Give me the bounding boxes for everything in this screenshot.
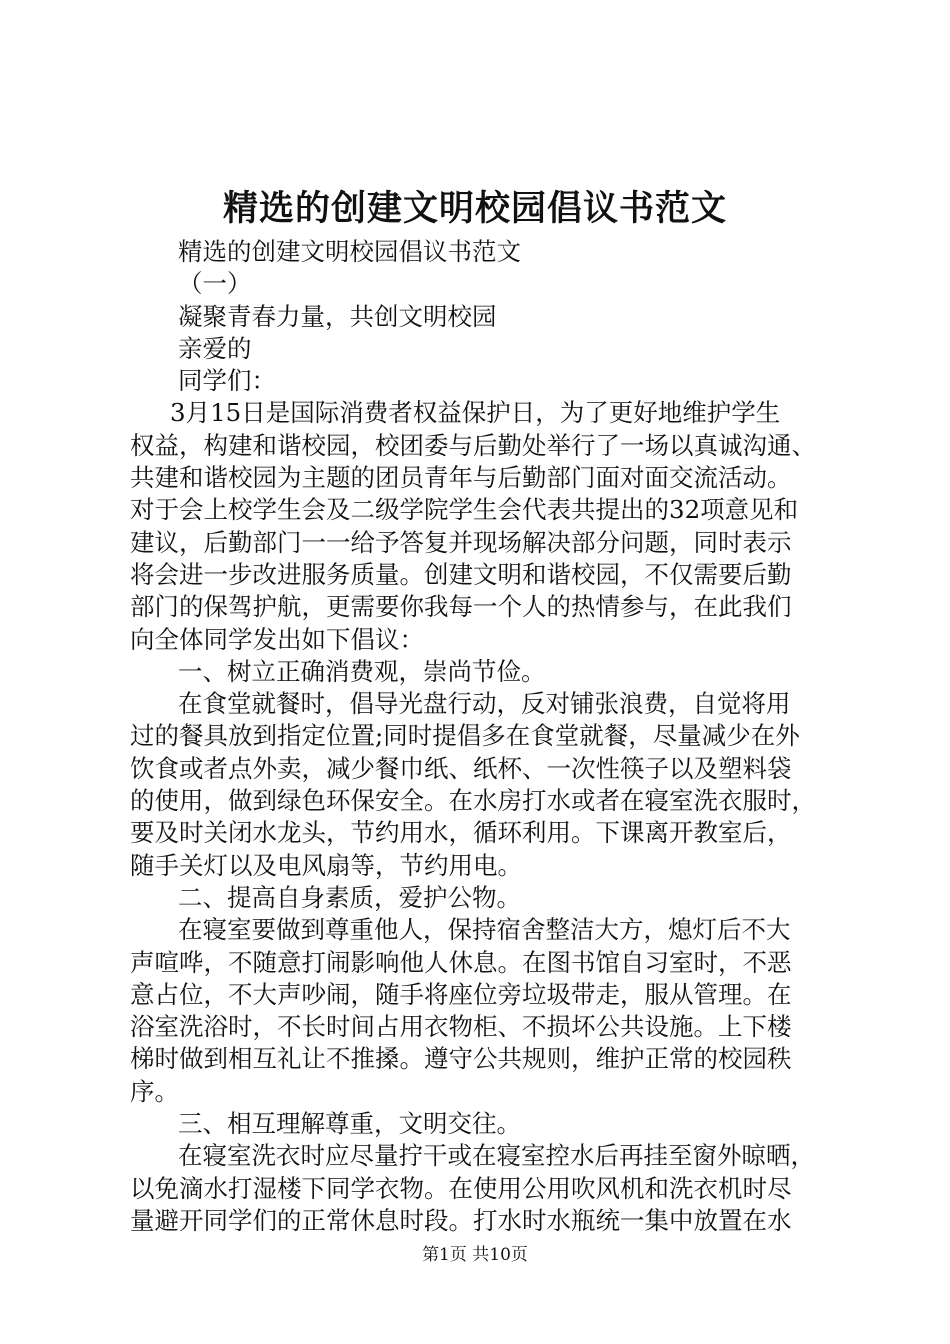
page-footer bbox=[0, 1243, 950, 1267]
body-line: 过的餐具放到指定位置;同时提倡多在食堂就餐，尽量减少在外 bbox=[130, 721, 800, 751]
body-line: 梯时做到相互礼让不推搡。遵守公共规则，维护正常的校园秩 bbox=[130, 1044, 792, 1074]
page-number-label: 第1页 共10页 bbox=[422, 1245, 528, 1265]
body-line: 3月15日是国际消费者权益保护日，为了更好地维护学生 bbox=[170, 398, 781, 428]
body-line: 的使用，做到绿色环保安全。在水房打水或者在寝室洗衣服时， bbox=[130, 786, 816, 816]
section-heading: 二、提高自身素质，爱护公物。 bbox=[178, 882, 521, 912]
body-line: 在寝室洗衣时应尽量拧干或在寝室控水后再挂至窗外晾晒， bbox=[178, 1141, 815, 1171]
document-body bbox=[130, 236, 830, 1237]
body-line: 序。 bbox=[130, 1076, 179, 1106]
body-line: 饮食或者点外卖，减少餐巾纸、纸杯、一次性筷子以及塑料袋 bbox=[130, 753, 792, 783]
body-line: 在寝室要做到尊重他人，保持宿舍整洁大方，熄灯后不大 bbox=[178, 915, 791, 945]
section-heading: 一、树立正确消费观，崇尚节俭。 bbox=[178, 656, 546, 686]
body-line: 将会进一步改进服务质量。创建文明和谐校园，不仅需要后勤 bbox=[130, 559, 792, 589]
body-line: （一） bbox=[178, 269, 252, 299]
body-line: 同学们： bbox=[178, 366, 276, 396]
body-line: 量避开同学们的正常休息时段。打水时水瓶统一集中放置在水 bbox=[130, 1205, 792, 1235]
body-line: 建议，后勤部门一一给予答复并现场解决部分问题，同时表示 bbox=[130, 527, 792, 557]
body-line: 意占位，不大声吵闹，随手将座位旁垃圾带走，服从管理。在 bbox=[130, 979, 792, 1009]
body-line: 对于会上校学生会及二级学院学生会代表共提出的32项意见和 bbox=[130, 495, 799, 525]
section-heading: 三、相互理解尊重，文明交往。 bbox=[178, 1109, 521, 1139]
body-line: 浴室洗浴时，不长时间占用衣物柜、不损坏公共设施。上下楼 bbox=[130, 1012, 792, 1042]
body-line: 声喧哗，不随意打闹影响他人休息。在图书馆自习室时，不恶 bbox=[130, 947, 792, 977]
body-line: 权益，构建和谐校园，校团委与后勤处举行了一场以真诚沟通、 bbox=[130, 430, 816, 460]
body-line: 亲爱的 bbox=[178, 333, 252, 363]
body-line: 以免滴水打湿楼下同学衣物。在使用公用吹风机和洗衣机时尽 bbox=[130, 1173, 792, 1203]
body-line: 凝聚青春力量，共创文明校园 bbox=[178, 301, 497, 331]
body-line: 向全体同学发出如下倡议： bbox=[130, 624, 424, 654]
document-title: 精选的创建文明校园倡议书范文 bbox=[222, 188, 727, 229]
body-line: 要及时关闭水龙头，节约用水，循环利用。下课离开教室后， bbox=[130, 818, 792, 848]
body-line: 在食堂就餐时，倡导光盘行动，反对铺张浪费，自觉将用 bbox=[178, 689, 791, 719]
body-line: 精选的创建文明校园倡议书范文 bbox=[178, 237, 521, 266]
body-line: 共建和谐校园为主题的团员青年与后勤部门面对面交流活动。 bbox=[130, 463, 792, 493]
body-line: 随手关灯以及电风扇等，节约用电。 bbox=[130, 850, 522, 880]
body-line: 部门的保驾护航，更需要你我每一个人的热情参与，在此我们 bbox=[130, 592, 792, 622]
